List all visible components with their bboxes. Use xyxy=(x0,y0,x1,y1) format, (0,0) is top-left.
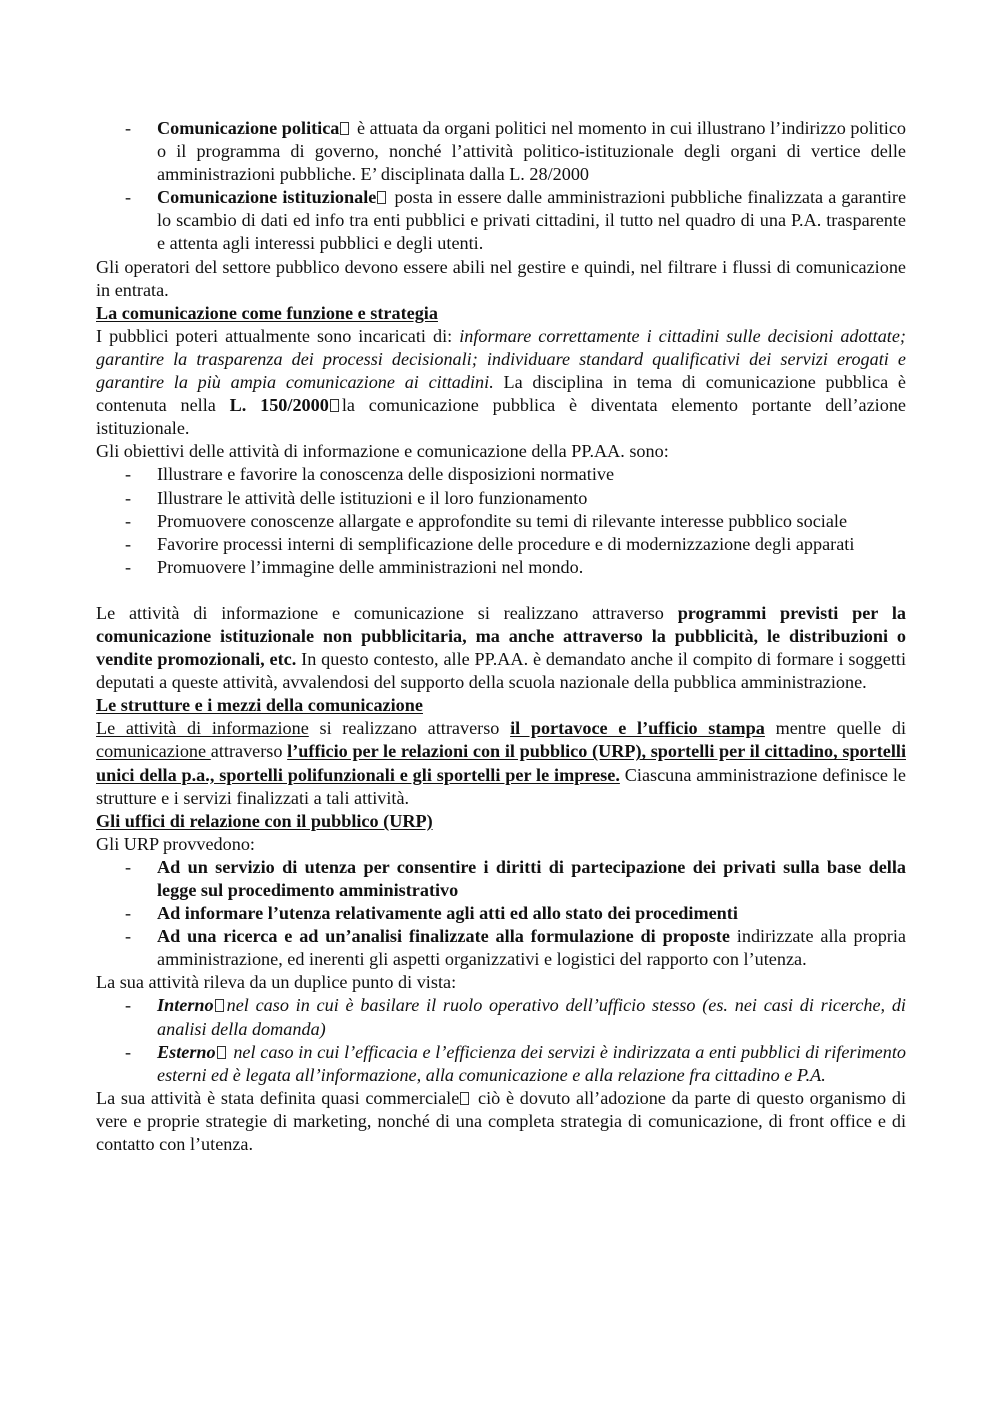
text-span: attraverso xyxy=(210,741,288,762)
list-item: - Promuovere conoscenze allargate e approfondite su temi di rilevante interesse pubblico sociale xyxy=(96,510,906,533)
list-item xyxy=(96,1041,906,1087)
term-comunicazione-politica: Comunicazione politica xyxy=(157,118,340,138)
missing-glyph-icon xyxy=(340,122,349,135)
law-reference: L. 150/2000 xyxy=(229,395,329,416)
list-item xyxy=(96,902,906,925)
bold-text: Ad informare l’utenza relativamente agli atti ed allo stato dei procedimenti xyxy=(157,903,738,924)
missing-glyph-icon xyxy=(460,1092,469,1105)
italic-text: informare correttamente i cittadini sulle decisioni adottate; garantire la trasparenza dei processi decisionali; individuare standard qualificativi dei servizi erogati e garantire la più ampia comunicazione ai cittadini. xyxy=(96,325,906,393)
heading-funzione-strategia: La comunicazione come funzione e strategia xyxy=(96,302,438,323)
paragraph-duplice: La sua attività rileva da un duplice punto di vista: xyxy=(96,972,457,993)
underlined-text: Le attività di informazione xyxy=(96,718,309,739)
text-span: la comunicazione pubblica è diventata elemento portante dell’azione istituzionale. xyxy=(96,395,906,439)
list-item: - Promuovere l’immagine delle amministrazioni nel mondo. xyxy=(96,556,906,579)
heading-strutture-mezzi: Le strutture e i mezzi della comunicazione xyxy=(96,695,423,716)
text-span: In questo contesto, alle PP.AA. è demandato anche il compito di formare i soggetti deputati a queste attività, avvalendosi del supporto della scuola nazionale della pubblica amministrazione. xyxy=(96,649,907,693)
text-span: Le attività di informazione e comunicazione si realizzano attraverso xyxy=(96,602,678,623)
bold-underlined-text: il portavoce e l’ufficio stampa xyxy=(510,718,765,739)
heading-urp: Gli uffici di relazione con il pubblico (URP) xyxy=(96,810,433,831)
missing-glyph-icon xyxy=(377,191,386,204)
underlined-text: comunicazione xyxy=(96,741,211,762)
missing-glyph-icon xyxy=(215,999,224,1012)
objectives-list xyxy=(96,463,906,578)
text-span: mentre quelle di xyxy=(764,718,907,739)
text-span: indirizzate alla propria amministrazione, ed inerenti gli aspetti organizzativi e logistici del rapporto con l’utenza. xyxy=(157,926,906,970)
viewpoints-list xyxy=(96,994,906,1086)
term-esterno: Esterno xyxy=(157,1041,216,1062)
text-span: ciò è dovuto all’adozione da parte di questo organismo di vere e proprie strategie di marketing, nonché di una completa strategia di comunicazione, di front office e di contatto con l’utenza. xyxy=(96,1087,906,1155)
paragraph-funzione xyxy=(96,325,906,440)
list-item xyxy=(96,186,906,255)
text-span: La sua attività è stata definita quasi commerciale xyxy=(96,1087,460,1108)
paragraph-obiettivi-intro: Gli obiettivi delle attività di informazione e comunicazione della PP.AA. sono: xyxy=(96,441,669,462)
bold-text: Ad una ricerca e ad un’analisi finalizzate alla formulazione di proposte xyxy=(157,926,730,947)
spacer xyxy=(96,579,906,602)
document-page xyxy=(96,117,906,1156)
list-item: - Favorire processi interni di semplificazione delle procedure e di modernizzazione degli apparati xyxy=(96,533,906,556)
paragraph-urp-intro: Gli URP provvedono: xyxy=(96,833,255,854)
text-span: si realizzano attraverso xyxy=(308,718,511,739)
text-span: La disciplina in tema di comunicazione pubblica è contenuta nella xyxy=(96,372,906,416)
text-span: I pubblici poteri attualmente sono incaricati di: xyxy=(96,325,460,346)
italic-text: nel caso in cui l’efficacia e l’efficienza dei servizi è indirizzata a enti pubblici di riferimento esterni ed è legata all’informazione, alla comunicazione e alla relazione fra cittadino e P.A. xyxy=(157,1041,906,1085)
paragraph-operatori: Gli operatori del settore pubblico devono essere abili nel gestire e quindi, nel filtrare i flussi di comunicazione in entrata. xyxy=(96,256,906,300)
paragraph-strutture xyxy=(96,717,906,809)
urp-duties-list xyxy=(96,856,906,971)
list-item xyxy=(96,994,906,1040)
list-item xyxy=(96,117,906,186)
missing-glyph-icon xyxy=(330,399,339,412)
term-comunicazione-istituzionale: Comunicazione istituzionale xyxy=(157,187,377,208)
definition-text: posta in essere dalle amministrazioni pubbliche finalizzata a garantire lo scambio di dati ed info tra enti pubblici e privati cittadini, il tutto nel quadro di una P.A. trasparente e attenta agli interessi pubblici e degli utenti. xyxy=(157,187,907,254)
bold-text: Ad un servizio di utenza per consentire i diritti di partecipazione dei privati sulla base della legge sul procedimento amministrativo xyxy=(157,856,906,900)
paragraph-attivita xyxy=(96,602,906,694)
list-item xyxy=(96,925,906,971)
list-item xyxy=(96,856,906,902)
list-item: - Illustrare le attività delle istituzioni e il loro funzionamento xyxy=(96,487,906,510)
italic-text: nel caso in cui è basilare il ruolo operativo dell’ufficio stesso (es. nei casi di ricerche, di analisi della domanda) xyxy=(157,995,906,1039)
text-span: Ciascuna amministrazione definisce le strutture e i servizi finalizzati a tali attività. xyxy=(96,764,906,808)
bold-text: programmi previsti per la comunicazione istituzionale non pubblicitaria, ma anche attraverso la pubblicità, le distribuzioni o vendite promozionali, etc. xyxy=(96,602,906,670)
term-interno: Interno xyxy=(157,995,214,1016)
bold-underlined-text: l’ufficio per le relazioni con il pubblico (URP), sportelli per il cittadino, sportelli unici della p.a., sportelli polifunzionali e gli sportelli per le imprese. xyxy=(96,741,907,785)
missing-glyph-icon xyxy=(217,1046,226,1059)
paragraph-commerciale xyxy=(96,1087,906,1156)
communication-types-list xyxy=(96,117,906,256)
list-item: - Illustrare e favorire la conoscenza delle disposizioni normative xyxy=(96,463,906,486)
definition-text: è attuata da organi politici nel momento in cui illustrano l’indirizzo politico o il programma di governo, nonché l’attività politico-istituzionale degli organi di vertice delle amministrazioni pubbliche. E’ disciplinata dalla L. 28/2000 xyxy=(157,118,906,185)
